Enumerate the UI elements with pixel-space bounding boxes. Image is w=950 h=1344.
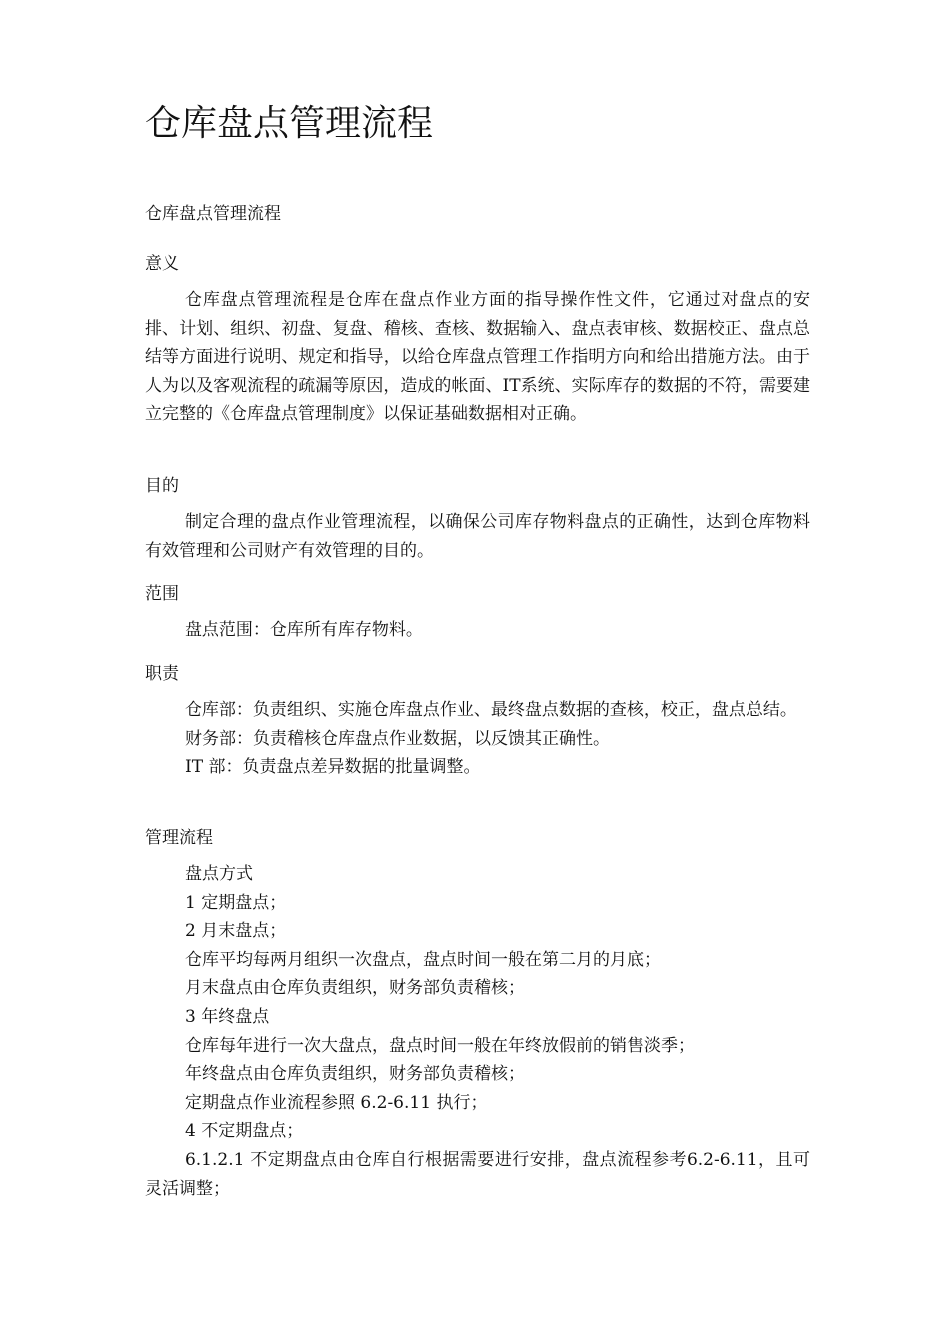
para-meaning: 仓库盘点管理流程是仓库在盘点作业方面的指导操作性文件，它通过对盘点的安排、计划、组织、初盘、复盘、稽核、查核、数据输入、盘点表审核、数据校正、盘点总结等方面进行说明、规定和指导，以给仓库盘点管理工作指明方向和给出措施方法。由于人为以及客观流程的疏漏等原因，造成的帐面、IT系统、实际库存的数据的不符，需要建立完整的《仓库盘点管理制度》以保证基础数据相对正确。 — [145, 290, 810, 425]
para-scope: 盘点范围：仓库所有库存物料。 — [184, 620, 423, 640]
document-subtitle: 仓库盘点管理流程 — [145, 204, 281, 224]
process-line: 2 月末盘点； — [185, 921, 287, 942]
process-line: 仓库平均每两月组织一次盘点，盘点时间一般在第二月的月底； — [185, 949, 661, 970]
process-lines — [145, 860, 810, 1146]
heading-process: 管理流程 — [145, 828, 213, 848]
section-process — [145, 824, 810, 1203]
process-line: 仓库每年进行一次大盘点，盘点时间一般在年终放假前的销售淡季； — [185, 1035, 695, 1056]
document-title: 仓库盘点管理流程 — [145, 103, 434, 144]
process-line: 盘点方式 — [185, 864, 253, 884]
process-line: 年终盘点由仓库负责组织，财务部负责稽核； — [185, 1064, 525, 1085]
subtitle-block — [145, 200, 810, 228]
section-duty — [145, 660, 810, 782]
para-process-irregular: 6.1.2.1 不定期盘点由仓库自行根据需要进行安排，盘点流程参考6.2-6.11，且可灵活调整； — [145, 1149, 810, 1199]
section-meaning — [145, 250, 810, 429]
heading-meaning: 意义 — [145, 254, 179, 274]
line-duty-it: IT 部：负责盘点差异数据的批量调整。 — [185, 757, 481, 778]
line-duty-finance: 财务部：负责稽核仓库盘点作业数据，以反馈其正确性。 — [185, 728, 610, 749]
heading-scope: 范围 — [145, 584, 179, 604]
process-line: 3 年终盘点 — [185, 1006, 270, 1027]
heading-purpose: 目的 — [145, 476, 179, 496]
section-scope — [145, 580, 810, 645]
para-purpose: 制定合理的盘点作业管理流程，以确保公司库存物料盘点的正确性，达到仓库物料有效管理和公司财产有效管理的目的。 — [145, 512, 810, 561]
process-line: 4 不定期盘点； — [185, 1121, 304, 1142]
process-line: 定期盘点作业流程参照 6.2-6.11 执行； — [185, 1092, 488, 1113]
process-line: 1 定期盘点； — [185, 892, 287, 913]
para-duty-warehouse: 仓库部：负责组织、实施仓库盘点作业、最终盘点数据的查核，校正，盘点总结。 — [184, 700, 797, 720]
heading-duty: 职责 — [145, 664, 179, 684]
section-purpose — [145, 472, 810, 565]
process-line: 月末盘点由仓库负责组织，财务部负责稽核； — [185, 978, 525, 999]
